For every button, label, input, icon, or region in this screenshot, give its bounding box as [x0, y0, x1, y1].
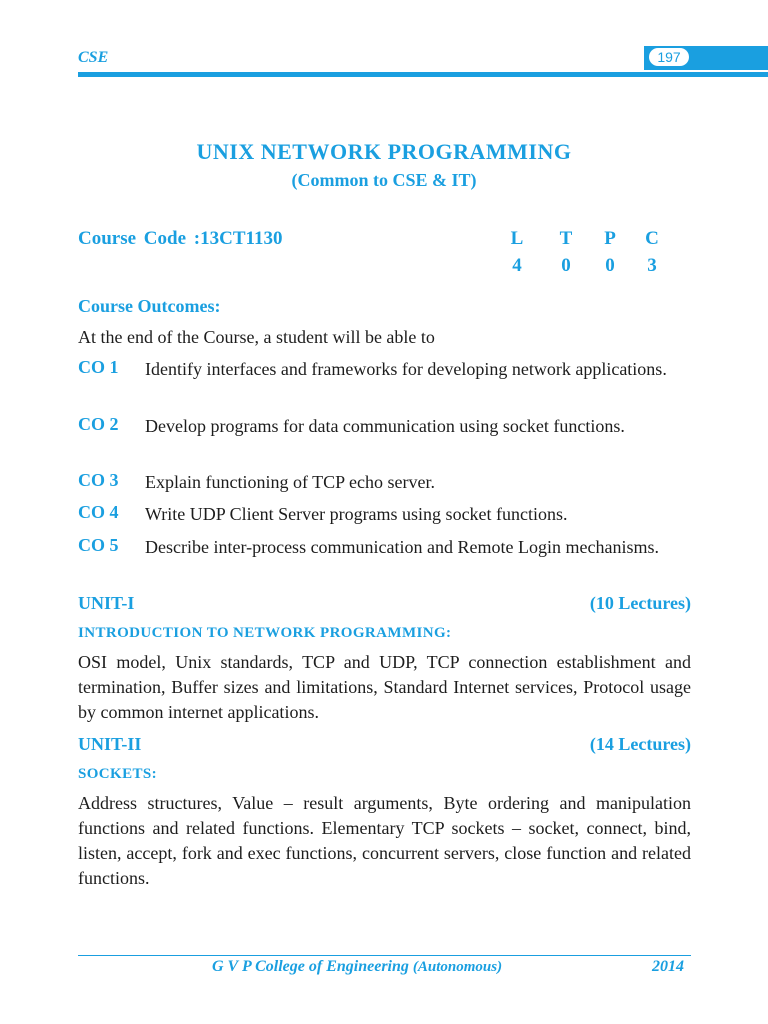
outcomes-heading: Course Outcomes: — [78, 296, 221, 316]
unit-2-content: Address structures, Value – result arguments, Byte ordering and manipulation functions and related functions. Elementary TCP sockets – socket, connect, bind, listen, accept, fork and exec functions, concurrent servers, close function and related functions. — [78, 793, 691, 888]
unit-2-topic: SOCKETS: — [78, 766, 158, 782]
unit-2-lectures: (14 Lectures) — [589, 734, 691, 754]
unit-1-name: UNIT-I — [78, 593, 135, 613]
co-label-5: CO 5 — [78, 535, 119, 555]
unit-1-lectures: (10 Lectures) — [589, 593, 691, 613]
footer-college — [212, 958, 502, 976]
ltpc-label-l: L — [510, 228, 524, 249]
co-label-2: CO 2 — [78, 414, 119, 434]
ltpc-value-p: 0 — [605, 255, 615, 276]
header-rule — [78, 72, 768, 77]
footer-autonomous: (Autonomous) — [412, 959, 503, 975]
outcomes-intro: At the end of the Course, a student will be able to — [78, 327, 435, 347]
unit-1-content: OSI model, Unix standards, TCP and UDP, TCP connection establishment and termination, Buffer sizes and limitations, Standard Internet services, Protocol usage by common internet applications. — [78, 652, 691, 722]
page-title: UNIX NETWORK PROGRAMMING — [196, 139, 572, 164]
ltpc-label-c: C — [645, 228, 659, 249]
course-code: Course Code :13CT1130 — [78, 228, 283, 249]
co-text-2: Develop programs for data communication using socket functions. — [145, 416, 625, 436]
co-label-4: CO 4 — [78, 502, 119, 522]
unit-2-header — [78, 734, 691, 755]
co-label-3: CO 3 — [78, 470, 119, 490]
header-section-label: CSE — [78, 49, 109, 66]
co-text-4: Write UDP Client Server programs using socket functions. — [145, 504, 568, 524]
co-text-5: Describe inter-process communication and Remote Login mechanisms. — [145, 537, 659, 557]
ltpc-label-t: T — [559, 228, 573, 249]
page-number: 197 — [649, 48, 689, 66]
footer-rule — [78, 955, 691, 956]
co-text-1: Identify interfaces and frameworks for developing network applications. — [145, 359, 667, 379]
co-text-3: Explain functioning of TCP echo server. — [145, 472, 435, 492]
ltpc-value-l: 4 — [512, 255, 522, 276]
co-label-1: CO 1 — [78, 357, 119, 377]
unit-1-topic: INTRODUCTION TO NETWORK PROGRAMMING: — [78, 625, 452, 641]
ltpc-label-p: P — [604, 228, 616, 249]
ltpc-value-c: 3 — [647, 255, 657, 276]
ltpc-value-t: 0 — [561, 255, 571, 276]
footer-year: 2014 — [652, 958, 684, 975]
unit-1-header — [78, 593, 691, 614]
unit-2-name: UNIT-II — [78, 734, 142, 754]
page-subtitle: (Common to CSE & IT) — [291, 170, 477, 190]
footer-college-name: G V P College of Engineering — [212, 958, 409, 975]
